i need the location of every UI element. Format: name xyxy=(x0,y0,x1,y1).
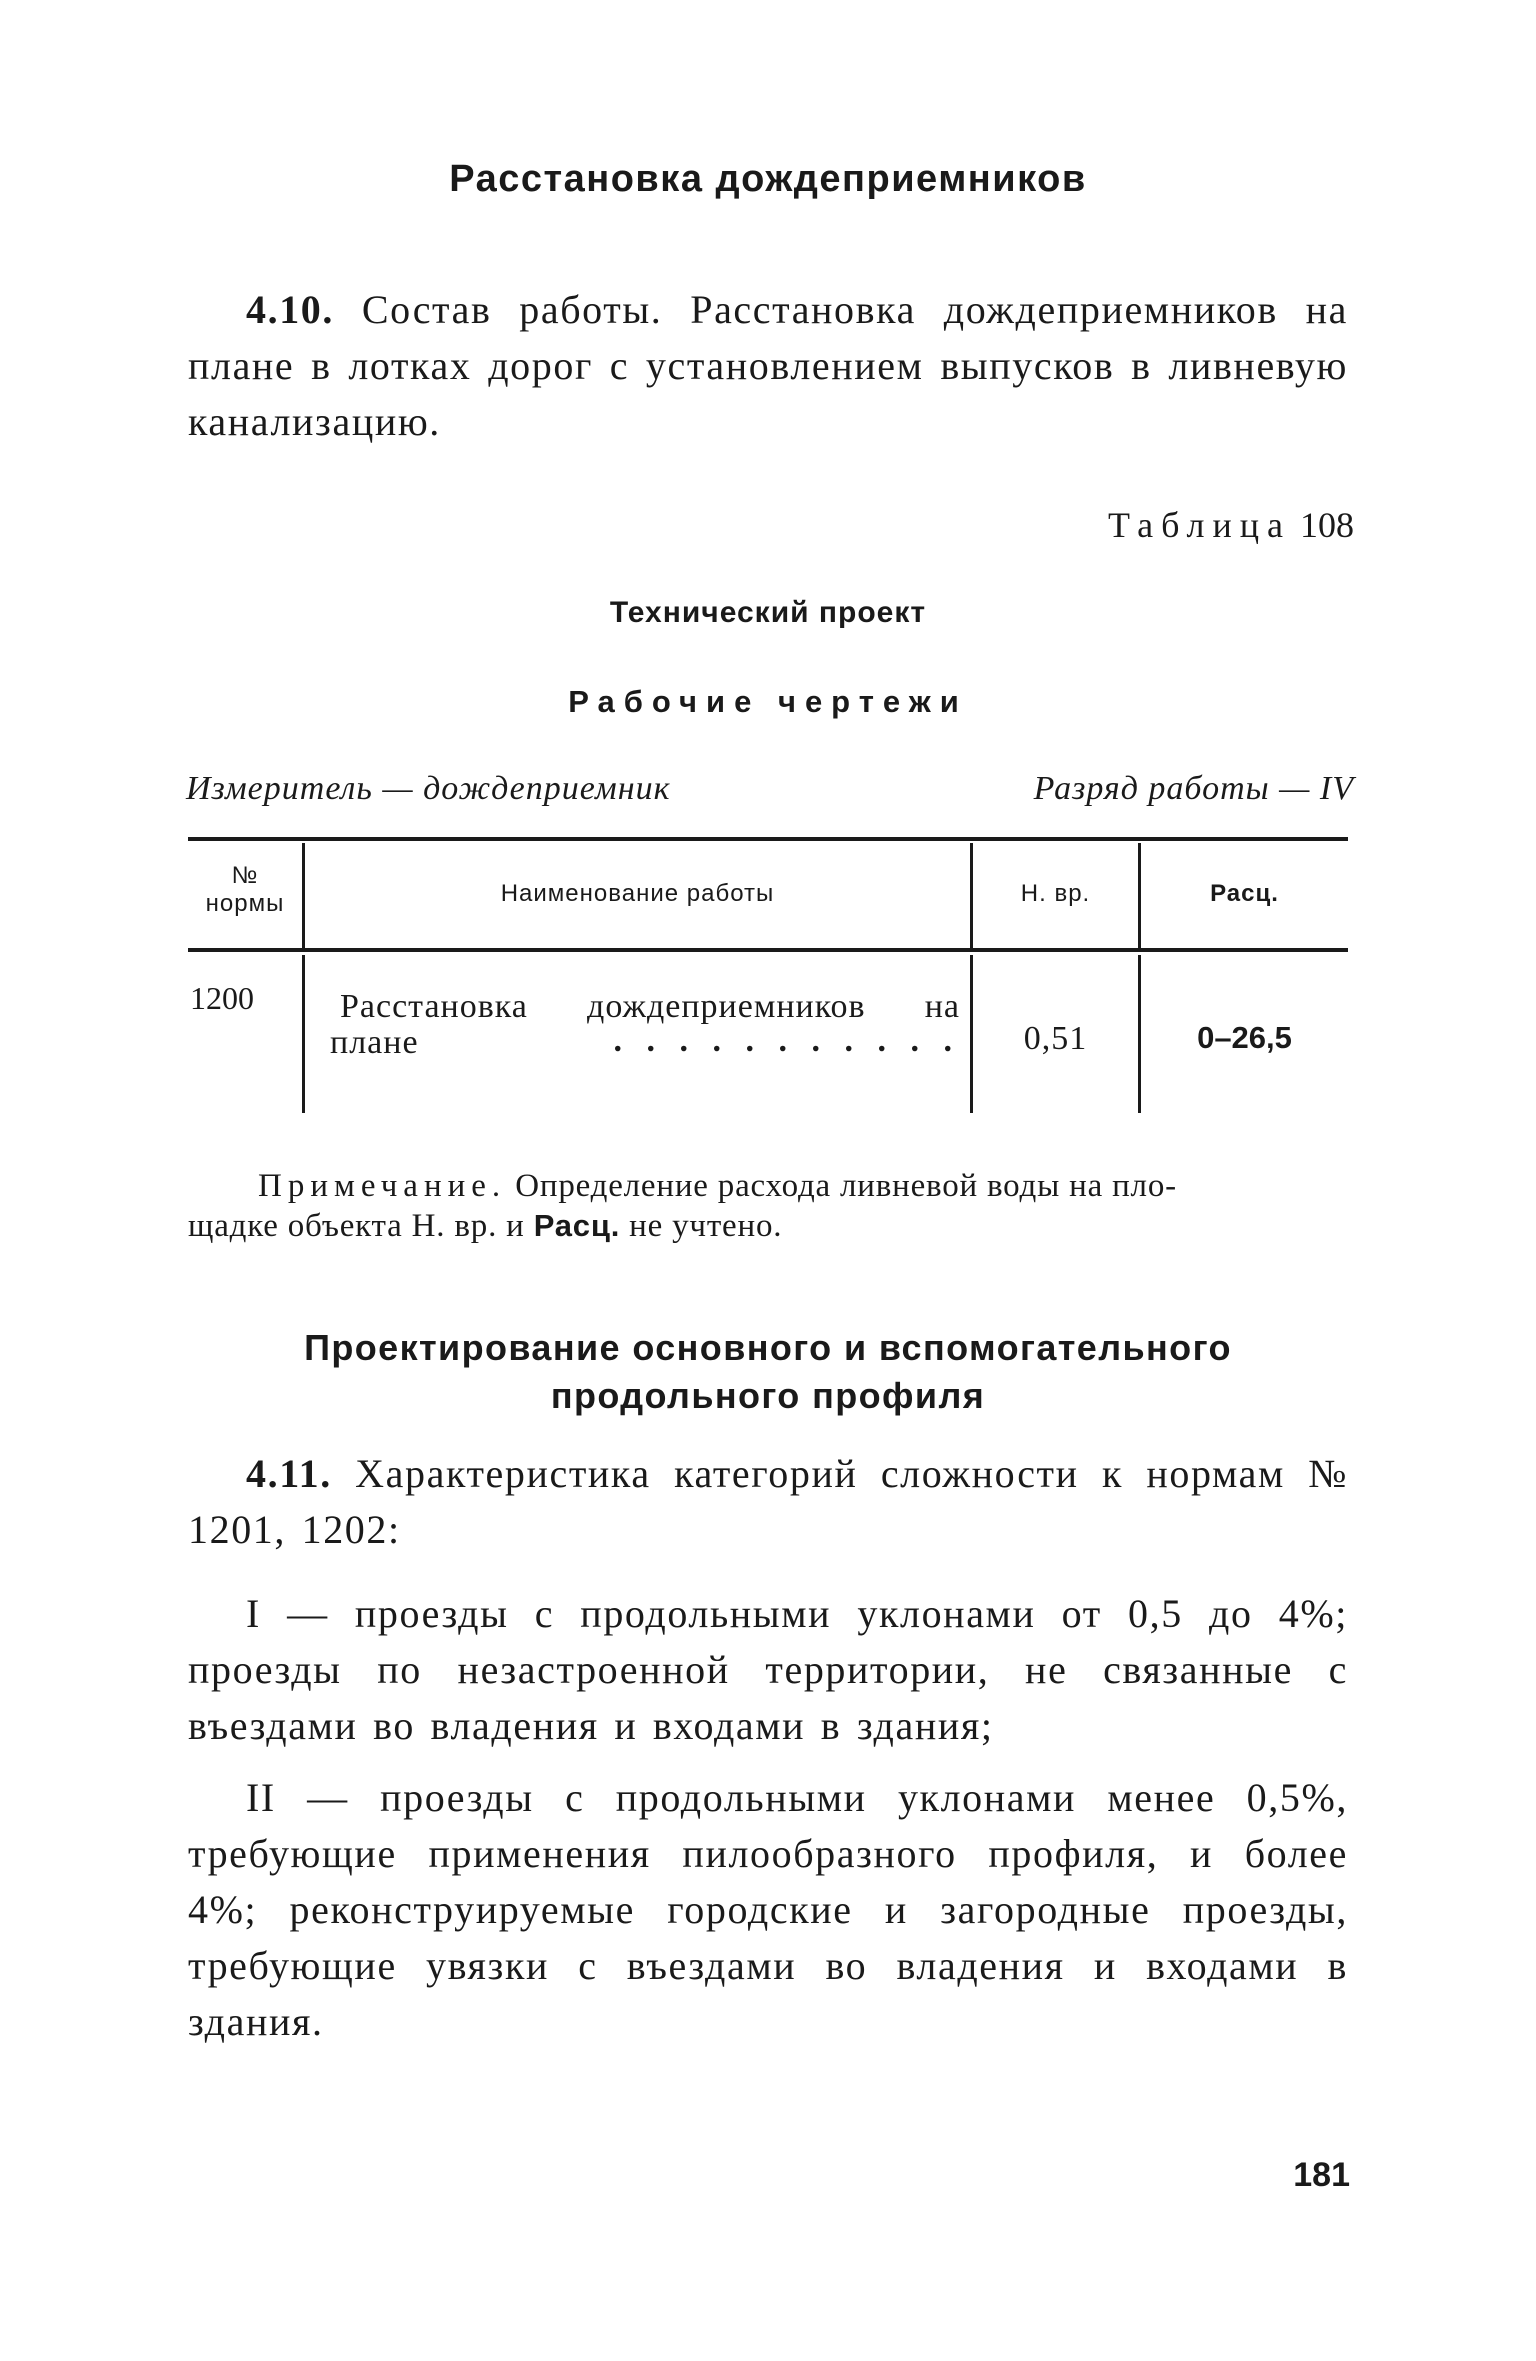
row-leader-dots: . . . . . . . . . . . xyxy=(613,1022,960,1059)
section-title-rainwater-inlets: Расстановка дождеприемников xyxy=(449,158,1087,200)
table-note xyxy=(258,1166,1348,1206)
row-time-norm: 0,51 xyxy=(1023,1020,1088,1057)
table-caption-number: 108 xyxy=(1300,505,1354,545)
paragraph-number: 4.11. xyxy=(246,1451,332,1496)
note-text-1: Определение расхода ливневой воды на пло- xyxy=(506,1168,1177,1204)
table-note-line-2 xyxy=(188,1206,782,1246)
header-norm-number xyxy=(188,862,302,918)
row-work-name-line2: плане xyxy=(330,1024,419,1061)
subtitle-technical-project: Технический проект xyxy=(609,596,927,629)
header-time-norm: Н. вр. xyxy=(1020,880,1091,907)
paragraph-4-11 xyxy=(188,1446,1348,1558)
note-line-1 xyxy=(258,1166,1348,1206)
header-rate: Расц. xyxy=(1210,880,1279,907)
subtitle-working-drawings: Рабочие чертежи xyxy=(568,684,968,719)
paragraph-text: Характеристика категорий сложности к нормам № 1201, 1202: xyxy=(188,1451,1348,1552)
paragraph-text: Состав работы. Расстановка дождеприемников на плане в лотках дорог с установлением выпусков в ливневую канализацию. xyxy=(188,287,1348,444)
row-work-name-line1: Расстановка дождеприемников на xyxy=(340,988,960,1025)
table-header-rule xyxy=(188,948,1348,952)
note-text-2b: Расц. xyxy=(533,1208,621,1243)
table-caption xyxy=(1108,504,1354,546)
row-rate: 0–26,5 xyxy=(1197,1020,1292,1055)
grade-label: Разряд работы — IV xyxy=(1033,770,1354,807)
table-top-rule xyxy=(188,837,1348,841)
section-title-line-1: Проектирование основного и вспомогательного xyxy=(304,1327,1232,1368)
note-text-2c: не учтено. xyxy=(620,1208,783,1244)
category-2-description: II — проезды с продольными уклонами менее 0,5%, требующие применения пилообразного профиля, и более 4%; реконструируемые городские и загородные проезды, требующие увязки с въездами во владения и входами в здания. xyxy=(188,1775,1348,2044)
note-label: Примечание. xyxy=(258,1168,507,1204)
meter-label: Измеритель — дождеприемник xyxy=(186,770,671,807)
page-number: 181 xyxy=(1293,2156,1350,2194)
table-caption-label: Таблица xyxy=(1108,505,1291,545)
header-work-name: Наименование работы xyxy=(500,880,775,907)
row-norm-number: 1200 xyxy=(190,980,254,1016)
header-norm-sign: № xyxy=(231,862,259,889)
section-title-profile-design xyxy=(0,1324,1536,1420)
paragraph-number: 4.10. xyxy=(246,287,334,332)
category-1-description: I — проезды с продольными уклонами от 0,5 до 4%; проезды по незастроенной территории, не связанные с въездами во владения и входами в здания; xyxy=(188,1591,1348,1748)
table-col-divider-1b xyxy=(302,955,305,1113)
note-text-2a: щадке объекта Н. вр. и xyxy=(188,1208,534,1244)
section-title-line-2: продольного профиля xyxy=(550,1375,986,1416)
header-norm-word: нормы xyxy=(205,890,285,917)
paragraph-4-10 xyxy=(188,282,1348,450)
